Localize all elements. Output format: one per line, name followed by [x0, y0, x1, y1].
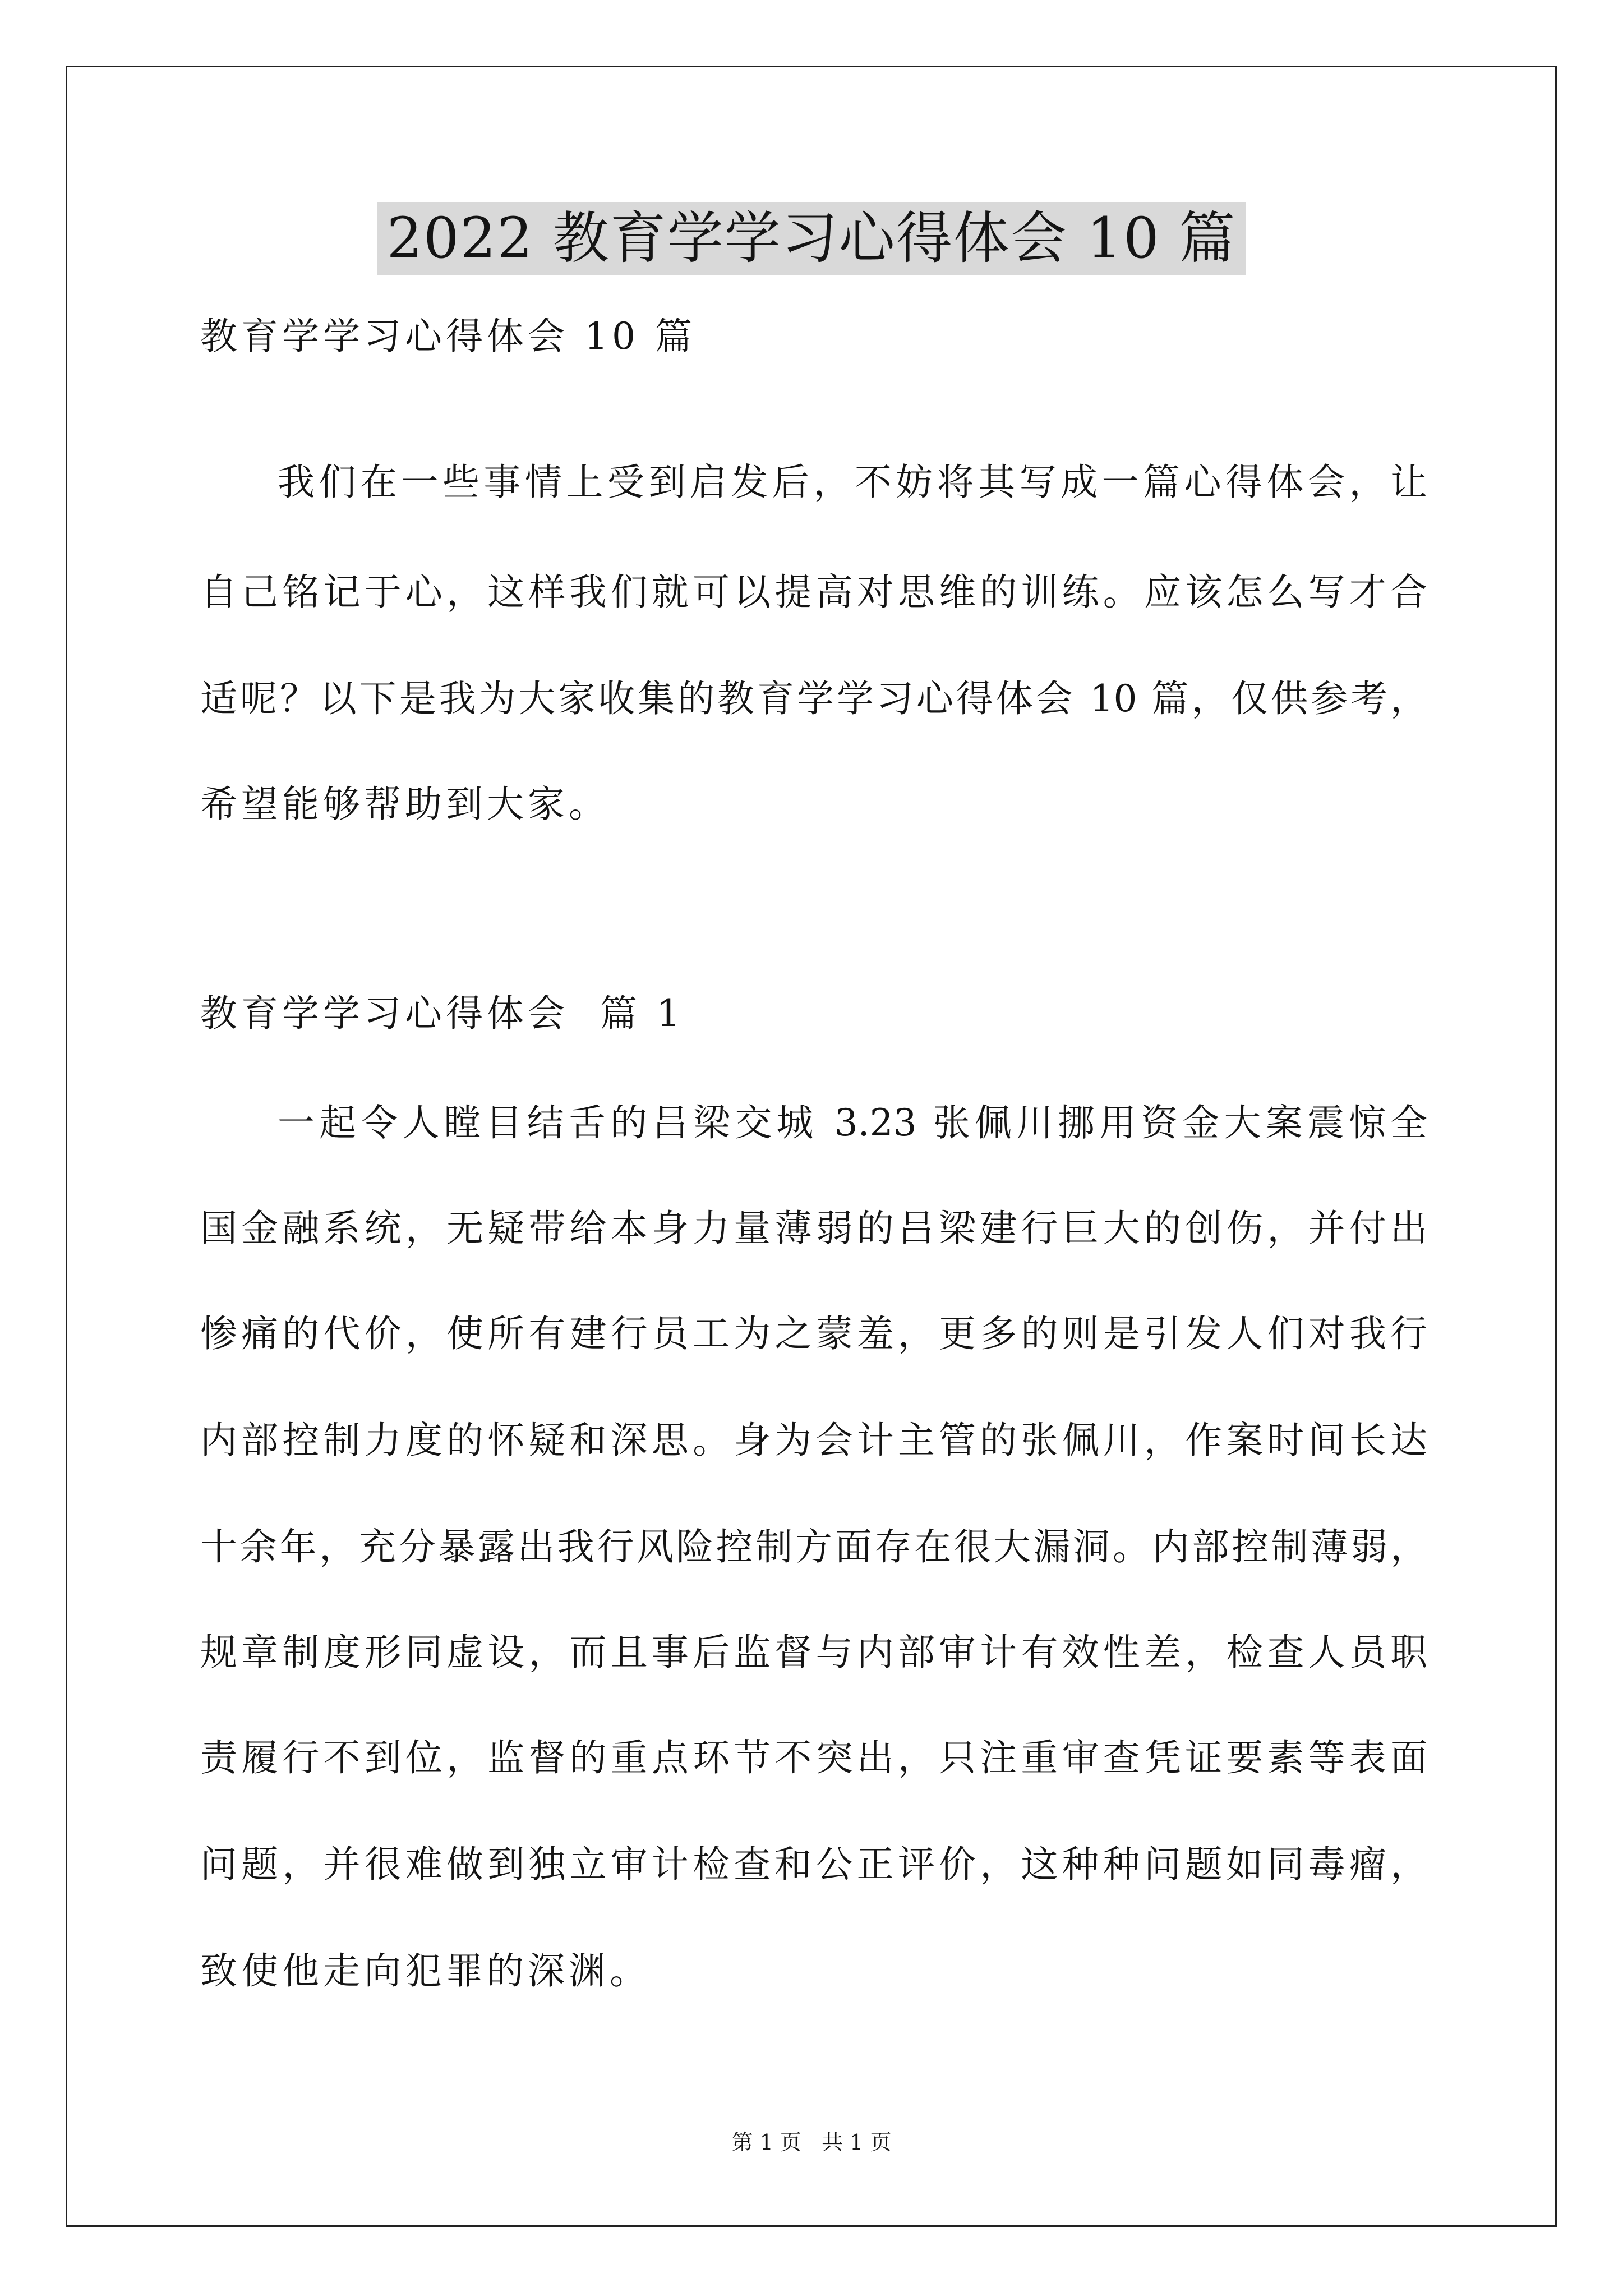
text-line: 致使他走向犯罪的深渊。 [200, 1949, 651, 1993]
title-container [0, 202, 1623, 275]
text-line: 十余年，充分暴露出我行风险控制方面存在很大漏洞。内部控制薄弱， [200, 1525, 1427, 1568]
text-line: 国金融系统，无疑带给本身力量薄弱的吕梁建行巨大的创伤，并付出 [200, 1207, 1427, 1250]
text-line: 惨痛的代价，使所有建行员工为之蒙羞，更多的则是引发人们对我行 [200, 1312, 1427, 1355]
text-line: 自己铭记于心，这样我们就可以提高对思维的训练。应该怎么写才合 [200, 570, 1427, 614]
page-footer: 第 1 页 共 1 页 [731, 2130, 892, 2155]
text-line: 内部控制力度的怀疑和深思。身为会计主管的张佩川，作案时间长达 [200, 1419, 1427, 1462]
text-line: 我们在一些事情上受到启发后，不妨将其写成一篇心得体会，让 [278, 461, 1427, 504]
text-line: 一起令人瞠目结舌的吕梁交城 3.23 张佩川挪用资金大案震惊全 [278, 1101, 1427, 1144]
text-line: 希望能够帮助到大家。 [200, 783, 610, 826]
text-line: 责履行不到位，监督的重点环节不突出，只注重审查凭证要素等表面 [200, 1736, 1427, 1779]
text-line: 适呢？以下是我为大家收集的教育学学习心得体会 10 篇，仅供参考， [200, 677, 1427, 720]
document-title: 2022 教育学学习心得体会 10 篇 [377, 202, 1245, 275]
text-line: 问题，并很难做到独立审计检查和公正评价，这种种问题如同毒瘤， [200, 1843, 1427, 1886]
document-subtitle: 教育学学习心得体会 10 篇 [200, 315, 696, 358]
section-heading: 教育学学习心得体会 篇 1 [200, 992, 684, 1035]
text-line: 规章制度形同虚设，而且事后监督与内部审计有效性差，检查人员职 [200, 1631, 1427, 1674]
